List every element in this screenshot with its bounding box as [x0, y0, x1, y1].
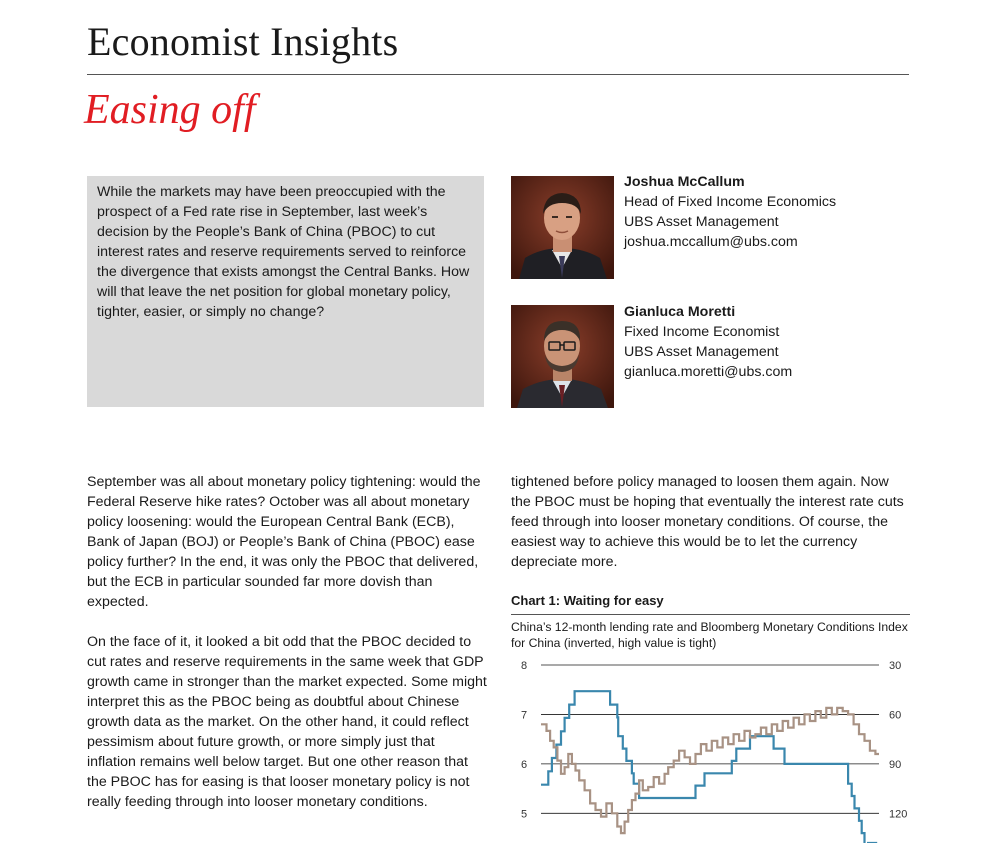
author-2-portrait-icon: [511, 305, 614, 408]
author-email-link[interactable]: joshua.mccallum@ubs.com: [624, 234, 798, 250]
article-headline: Easing off: [84, 87, 256, 133]
left-axis-tick-label: 5: [521, 808, 528, 821]
author-email-link[interactable]: gianluca.moretti@ubs.com: [624, 364, 793, 380]
left-axis-tick-label: 6: [521, 758, 528, 771]
chart-plot: [511, 655, 911, 843]
author-org: UBS Asset Management: [624, 344, 779, 360]
author-1-portrait-icon: [511, 176, 614, 279]
body-column-left: [87, 472, 487, 832]
summary-box: While the markets may have been preoccupied with the prospect of a Fed rate rise in September, last week’s decision by the People’s Bank of China (PBOC) to cut interest rates and reserve requirements served to reinforce the divergence that exists amongst the Central Banks. How will that leave the net position for global monetary policy, tighter, easier, or simply no change?: [87, 176, 484, 407]
body-column-right: [511, 472, 911, 592]
chart-subtitle: China’s 12-month lending rate and Bloomberg Monetary Conditions Index for China (inverted, high value is tight): [511, 620, 908, 650]
author-org: UBS Asset Management: [624, 214, 779, 230]
author-role: Fixed Income Economist: [624, 324, 780, 340]
right-axis-tick-label: 60: [889, 709, 902, 722]
author-photo-1: [511, 176, 614, 279]
author-name: Gianluca Moretti: [624, 304, 736, 320]
author-role: Head of Fixed Income Economics: [624, 194, 837, 210]
series-line-mci-index: [541, 708, 879, 833]
body-paragraph: On the face of it, it looked a bit odd that the PBOC decided to cut rates and reserve requirements in the same week that GDP growth came in stronger than the market expected. Some might interpret this as the PBOC being as doubtful about Chinese growth data as the market. On the other hand, it could reflect pessimism about future growth, or more simply just that inflation remains well below target. But one other reason that the PBOC has for easing is that looser monetary policy is not really feeding through into looser monetary conditions.: [87, 634, 487, 810]
chart-title-rule: [511, 614, 910, 615]
author-photo-2: [511, 305, 614, 408]
right-axis-tick-label: 30: [889, 660, 902, 672]
body-paragraph: tightened before policy managed to loosen them again. Now the PBOC must be hoping that eventually the interest rate cuts feed through into looser monetary conditions. Of course, the easiest way to achieve this would be to let the currency depreciate more.: [511, 474, 904, 570]
author-card-1: [624, 172, 836, 252]
publication-title: Economist Insights: [87, 19, 399, 64]
body-paragraph: September was all about monetary policy tightening: would the Federal Reserve hike rates? October was all about monetary policy loosening: would the European Central Bank (ECB), Bank of Japan (BOJ) or People’s Bank of China (PBOC) ease policy further? In the end, it was only the PBOC that delivered, but the ECB in particular sounded far more dovish than expected.: [87, 474, 481, 610]
left-axis-tick-label: 8: [521, 660, 528, 672]
right-axis-tick-label: 120: [889, 808, 908, 821]
author-card-2: [624, 302, 792, 382]
header-rule: [87, 74, 909, 75]
left-axis-tick-label: 7: [521, 709, 528, 722]
right-axis-tick-label: 90: [889, 758, 902, 771]
chart-title: Chart 1: Waiting for easy: [511, 593, 664, 608]
author-name: Joshua McCallum: [624, 174, 745, 190]
